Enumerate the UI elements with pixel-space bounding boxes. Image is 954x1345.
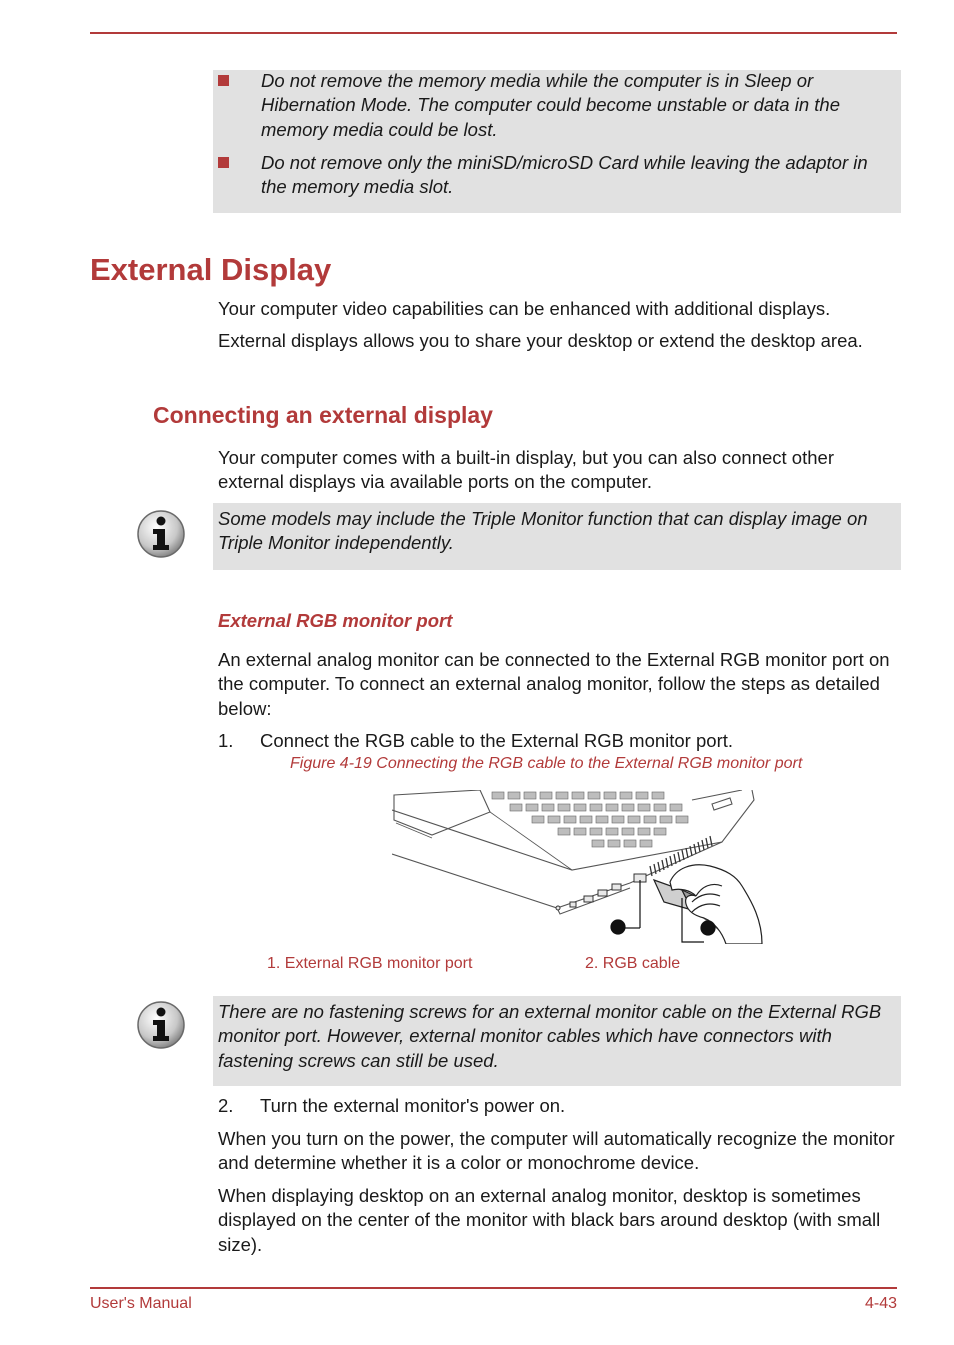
step-text: Turn the external monitor's power on. bbox=[260, 1095, 566, 1116]
note-box-fastening-screws bbox=[213, 996, 901, 1086]
step-text: Connect the RGB cable to the External RGB monitor port. bbox=[260, 730, 734, 751]
warning-box bbox=[213, 70, 901, 213]
closing-paragraph: When you turn on the power, the computer will automatically recognize the monitor and determine whether it is a color or monochrome device. bbox=[218, 1128, 895, 1174]
step-number: 1. bbox=[218, 730, 234, 751]
info-icon bbox=[136, 1000, 186, 1050]
footer-manual-title: User's Manual bbox=[90, 1295, 192, 1312]
warning-text: Do not remove the memory media while the computer is in Sleep or Hibernation Mode. The computer could become unstable or data in the memory media could be lost. bbox=[261, 70, 840, 140]
figure-label-cable: 2. RGB cable bbox=[585, 955, 681, 972]
figure-caption: Figure 4-19 Connecting the RGB cable to the External RGB monitor port bbox=[290, 755, 803, 772]
closing-paragraph: When displaying desktop on an external analog monitor, desktop is sometimes displayed on the center of the monitor with black bars around desktop (with small size). bbox=[218, 1185, 881, 1255]
bullet-square-icon bbox=[218, 157, 229, 168]
port-intro: An external analog monitor can be connected to the External RGB monitor port on the computer. To connect an external analog monitor, follow the steps as detailed below: bbox=[218, 649, 890, 719]
port-title: External RGB monitor port bbox=[218, 610, 453, 631]
step-number: 2. bbox=[218, 1095, 234, 1116]
note-text: There are no fastening screws for an external monitor cable on the External RGB monitor port. However, external monitor cables which have connectors with fastening screws can still be used. bbox=[218, 1001, 882, 1071]
subsection-title: Connecting an external display bbox=[153, 402, 493, 428]
intro-paragraph: External displays allows you to share your desktop or extend the desktop area. bbox=[218, 330, 863, 351]
note-text: Some models may include the Triple Monitor function that can display image on Triple Monitor independently. bbox=[218, 508, 868, 554]
subsection-intro: Your computer comes with a built-in display, but you can also connect other external displays via available ports on the computer. bbox=[218, 447, 834, 493]
info-icon bbox=[136, 509, 186, 559]
footer-page-number: 4-43 bbox=[864, 1295, 897, 1312]
note-box-triple-monitor bbox=[213, 503, 901, 570]
bullet-square-icon bbox=[218, 75, 229, 86]
laptop-rgb-illustration bbox=[392, 790, 764, 944]
intro-paragraph: Your computer video capabilities can be enhanced with additional displays. bbox=[218, 298, 831, 319]
section-title: External Display bbox=[90, 252, 332, 287]
footer-rule bbox=[90, 1287, 897, 1289]
warning-text: Do not remove only the miniSD/microSD Card while leaving the adaptor in the memory media slot. bbox=[261, 152, 868, 198]
figure-label-port: 1. External RGB monitor port bbox=[267, 955, 473, 972]
header-rule bbox=[90, 32, 897, 34]
